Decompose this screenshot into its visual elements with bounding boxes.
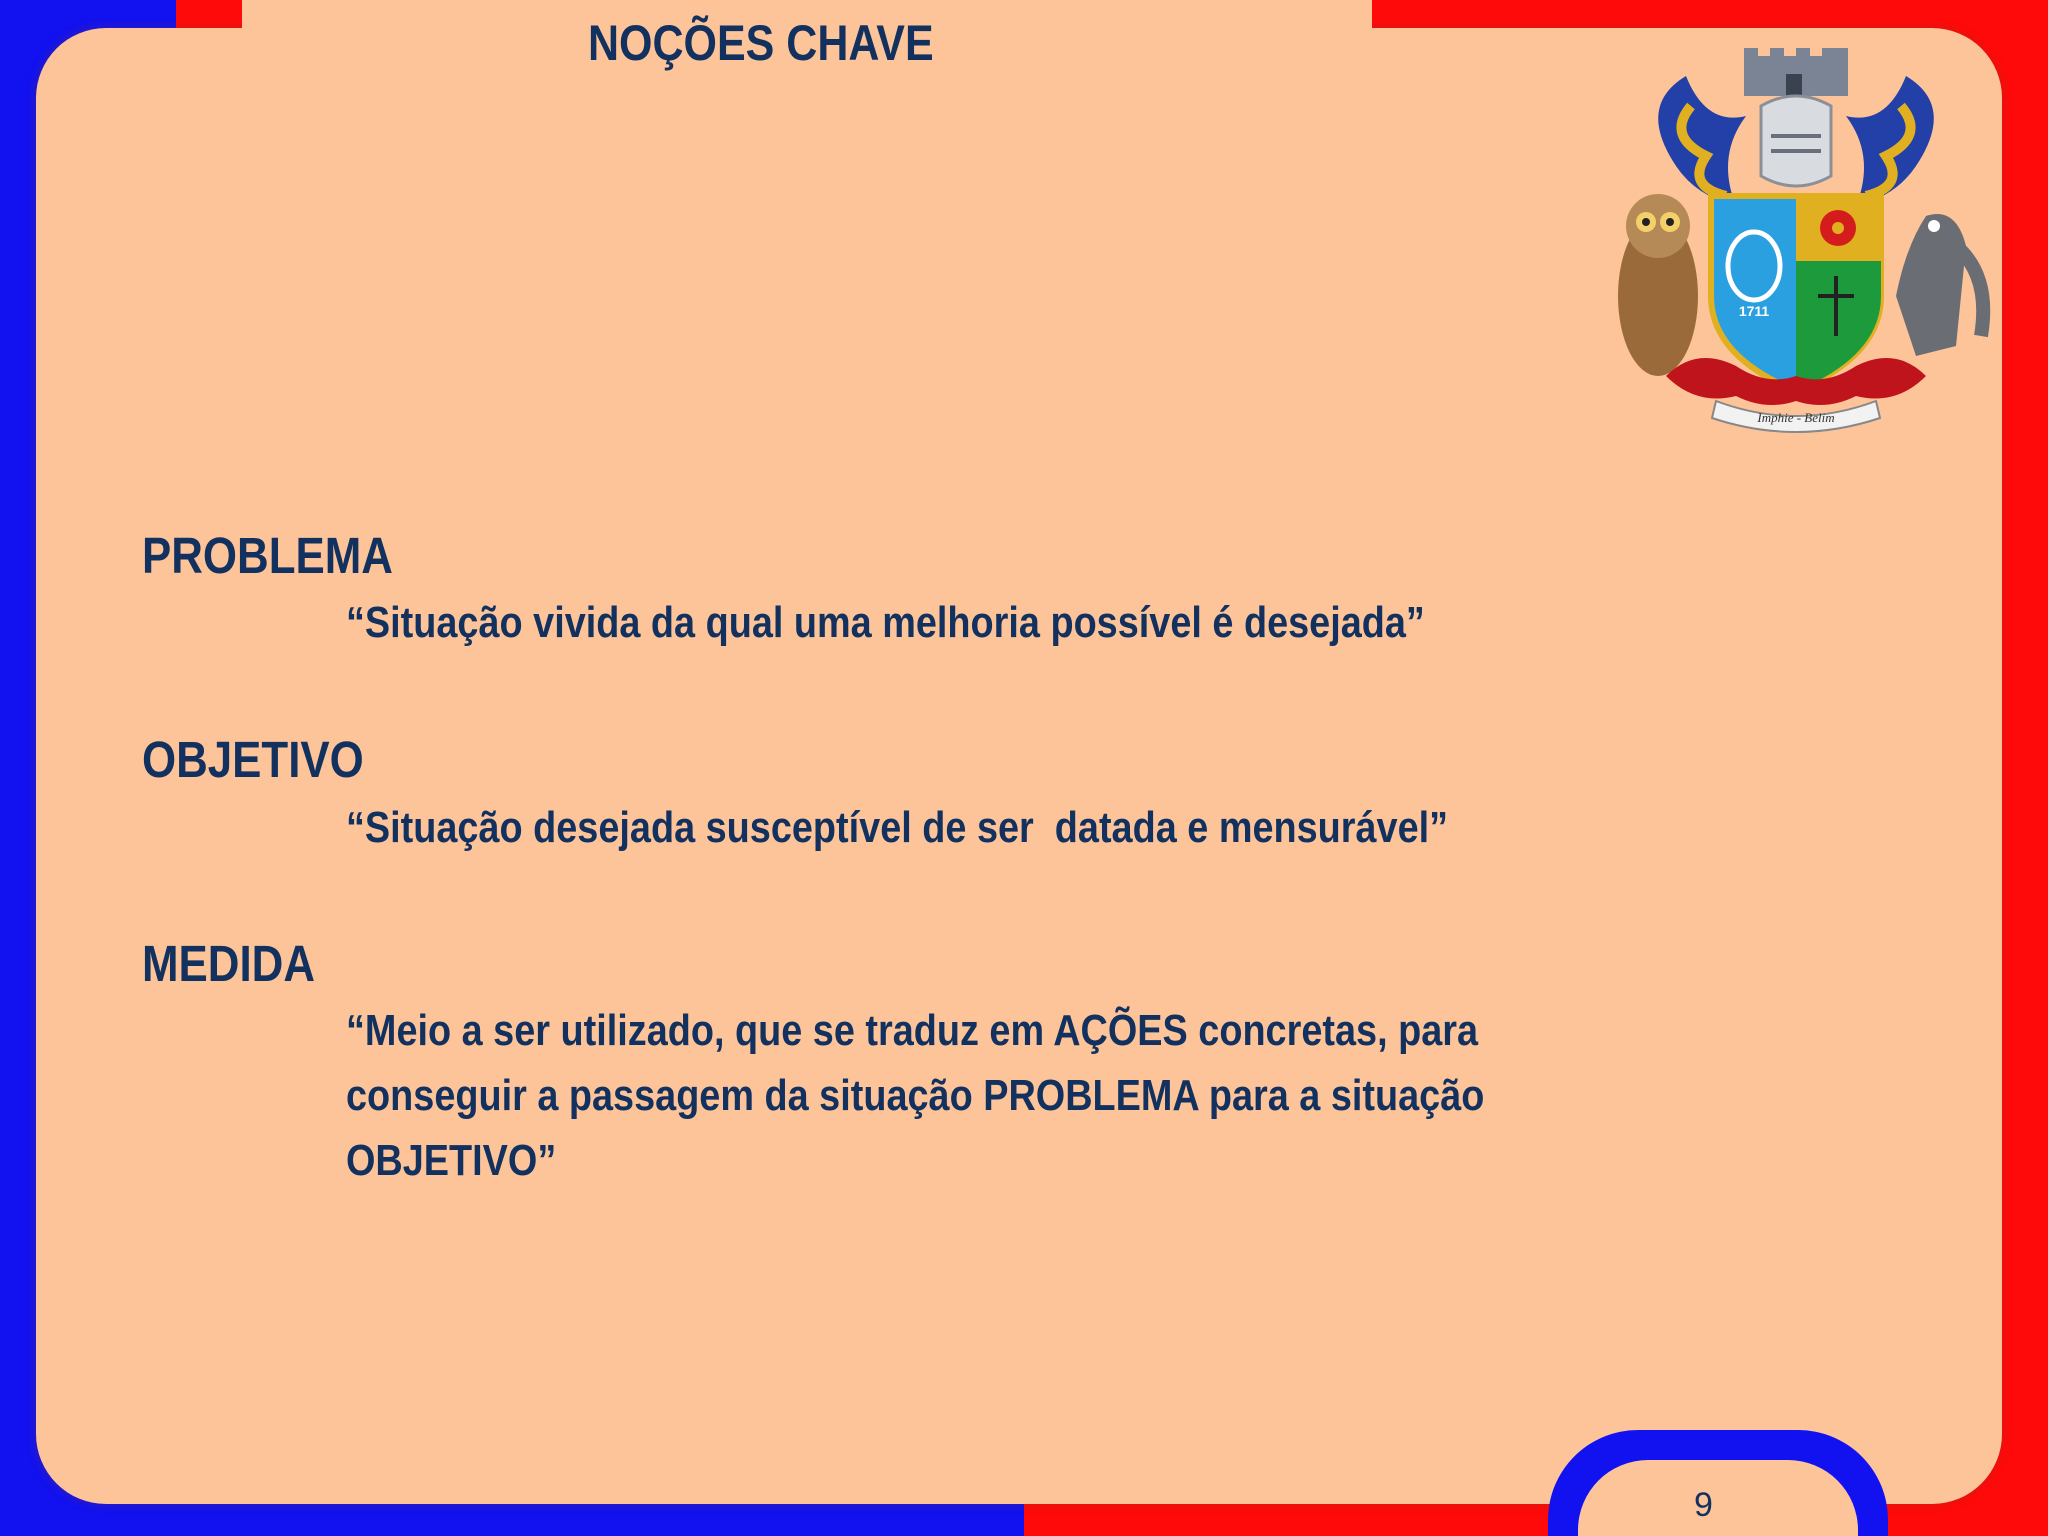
coat-of-arms-icon xyxy=(1596,46,1996,436)
term-medida: MEDIDA xyxy=(142,935,316,992)
definition-problema: “Situação vivida da qual uma melhoria possível é desejada” xyxy=(346,598,1425,647)
crest-year: 1711 xyxy=(1738,303,1770,319)
term-problema: PROBLEMA xyxy=(142,527,393,584)
crest-motto: Imphie - Belim xyxy=(1757,410,1835,425)
page-number: 9 xyxy=(1694,1486,1713,1524)
term-objetivo: OBJETIVO xyxy=(142,731,364,788)
page-number-tab xyxy=(1578,1460,1858,1536)
definition-objetivo: “Situação desejada susceptível de ser datada e mensurável” xyxy=(346,803,1449,852)
slide-title: NOÇÕES CHAVE xyxy=(588,15,934,71)
definition-medida: “Meio a ser utilizado, que se traduz em AÇÕES concretas, para conseguir a passagem da situação PROBLEMA para a situação OBJETIVO” xyxy=(346,1006,1495,1185)
